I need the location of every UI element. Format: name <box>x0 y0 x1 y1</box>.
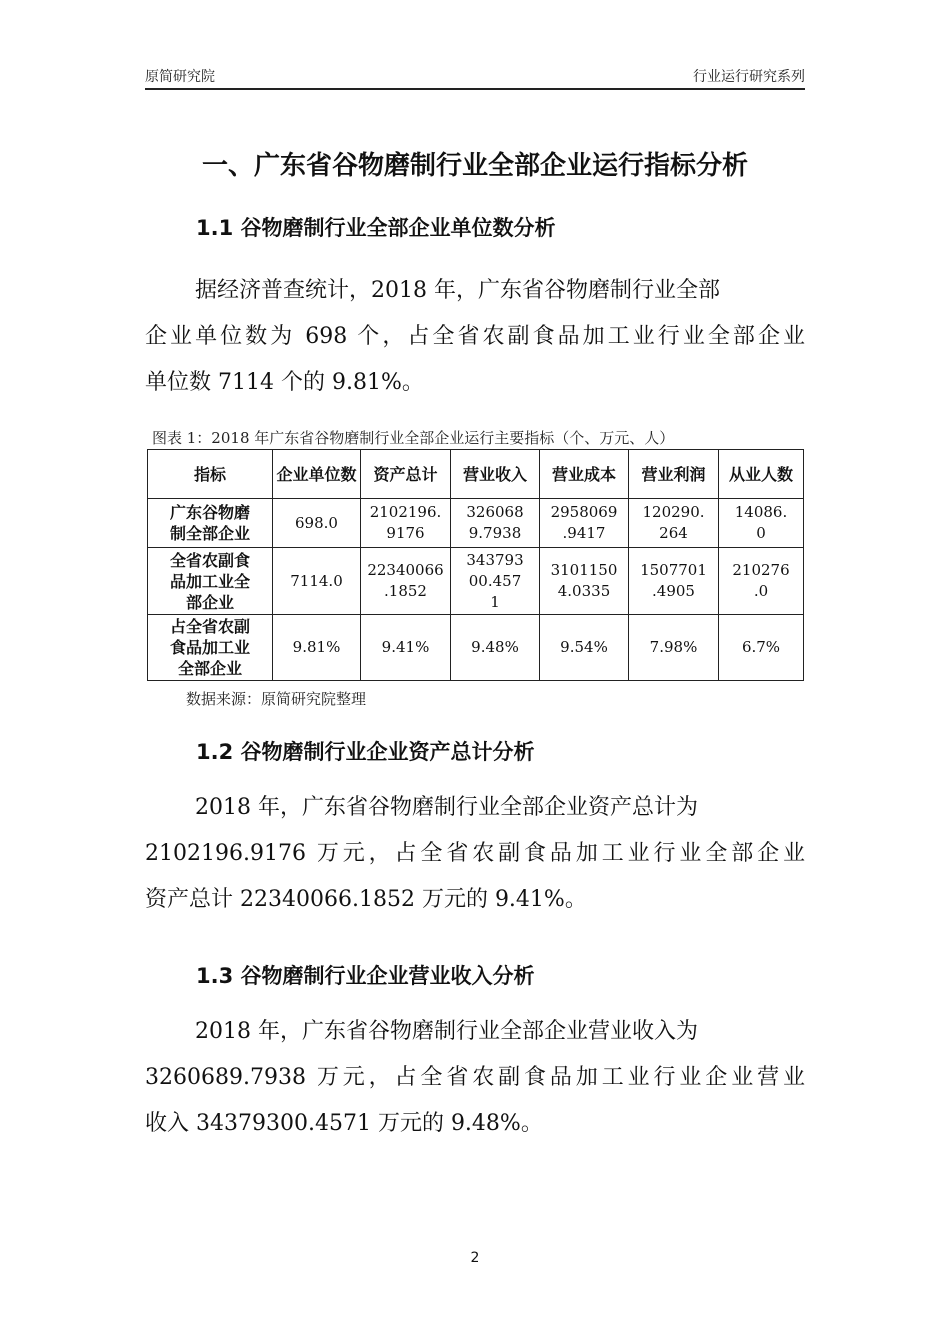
table-cell: 2958069 .9417 <box>540 499 629 548</box>
indicator-table <box>147 449 804 681</box>
section-title-1-1: 1.1 谷物磨制行业全部企业单位数分析 <box>196 216 556 240</box>
paragraph-line: 2102196.9176 万元，占全省农副食品加工业行业全部企业 <box>145 841 805 866</box>
header-cell-indicator: 指标 <box>148 450 273 499</box>
header-cell-unit-count: 企业单位数 <box>273 450 361 499</box>
paragraph-line: 收入 34379300.4571 万元的 9.48%。 <box>145 1111 543 1136</box>
table-cell: 698.0 <box>273 499 361 548</box>
header-rule <box>145 88 805 90</box>
section-title-1-3: 1.3 谷物磨制行业企业营业收入分析 <box>196 964 535 988</box>
table-cell: 326068 9.7938 <box>451 499 540 548</box>
table-cell: 1507701 .4905 <box>629 548 719 615</box>
paragraph-line: 单位数 7114 个的 9.81%。 <box>145 370 424 395</box>
table-cell: 7.98% <box>629 615 719 681</box>
table-row <box>148 499 804 548</box>
header-cell-cost: 营业成本 <box>540 450 629 499</box>
table-cell: 9.41% <box>361 615 451 681</box>
header-cell-revenue: 营业收入 <box>451 450 540 499</box>
chapter-title: 一、广东省谷物磨制行业全部企业运行指标分析 <box>201 151 748 181</box>
header-cell-profit: 营业利润 <box>629 450 719 499</box>
table-header-row <box>148 450 804 499</box>
section-title-1-2: 1.2 谷物磨制行业企业资产总计分析 <box>196 740 535 764</box>
table-cell: 9.48% <box>451 615 540 681</box>
table-row <box>148 548 804 615</box>
table-source-note: 数据来源：原简研究院整理 <box>186 690 367 708</box>
paragraph-line: 据经济普查统计，2018 年，广东省谷物磨制行业全部 <box>195 278 720 303</box>
row-label: 广东谷物磨 制全部企业 <box>148 499 273 548</box>
header-series-name: 行业运行研究系列 <box>693 69 805 85</box>
table-cell: 9.81% <box>273 615 361 681</box>
table-cell: 7114.0 <box>273 548 361 615</box>
paragraph-line: 2018 年，广东省谷物磨制行业全部企业营业收入为 <box>195 1019 698 1044</box>
paragraph-line: 资产总计 22340066.1852 万元的 9.41%。 <box>145 887 587 912</box>
row-label: 全省农副食 品加工业全 部企业 <box>148 548 273 615</box>
header-cell-total-assets: 资产总计 <box>361 450 451 499</box>
section-paragraph-1-2 <box>145 785 805 923</box>
header-cell-employees: 从业人数 <box>719 450 804 499</box>
table-cell: 210276 .0 <box>719 548 804 615</box>
table-row <box>148 615 804 681</box>
paragraph-line: 3260689.7938 万元，占全省农副食品加工业行业企业营业 <box>145 1065 805 1090</box>
header-org-name: 原简研究院 <box>145 69 215 85</box>
table-cell: 22340066 .1852 <box>361 548 451 615</box>
table-cell: 9.54% <box>540 615 629 681</box>
page-number: 2 <box>470 1250 480 1266</box>
table-cell: 120290. 264 <box>629 499 719 548</box>
section-paragraph-1-3 <box>145 1009 805 1147</box>
row-label: 占全省农副 食品加工业 全部企业 <box>148 615 273 681</box>
paragraph-line: 企业单位数为 698 个，占全省农副食品加工业行业全部企业 <box>145 324 805 349</box>
table-cell: 14086. 0 <box>719 499 804 548</box>
table-cell: 3101150 4.0335 <box>540 548 629 615</box>
table-cell: 2102196. 9176 <box>361 499 451 548</box>
section-paragraph-1-1 <box>145 268 805 406</box>
table-cell: 343793 00.457 1 <box>451 548 540 615</box>
table-caption: 图表 1：2018 年广东省谷物磨制行业全部企业运行主要指标（个、万元、人） <box>152 429 675 447</box>
paragraph-line: 2018 年，广东省谷物磨制行业全部企业资产总计为 <box>195 795 698 820</box>
table-cell: 6.7% <box>719 615 804 681</box>
